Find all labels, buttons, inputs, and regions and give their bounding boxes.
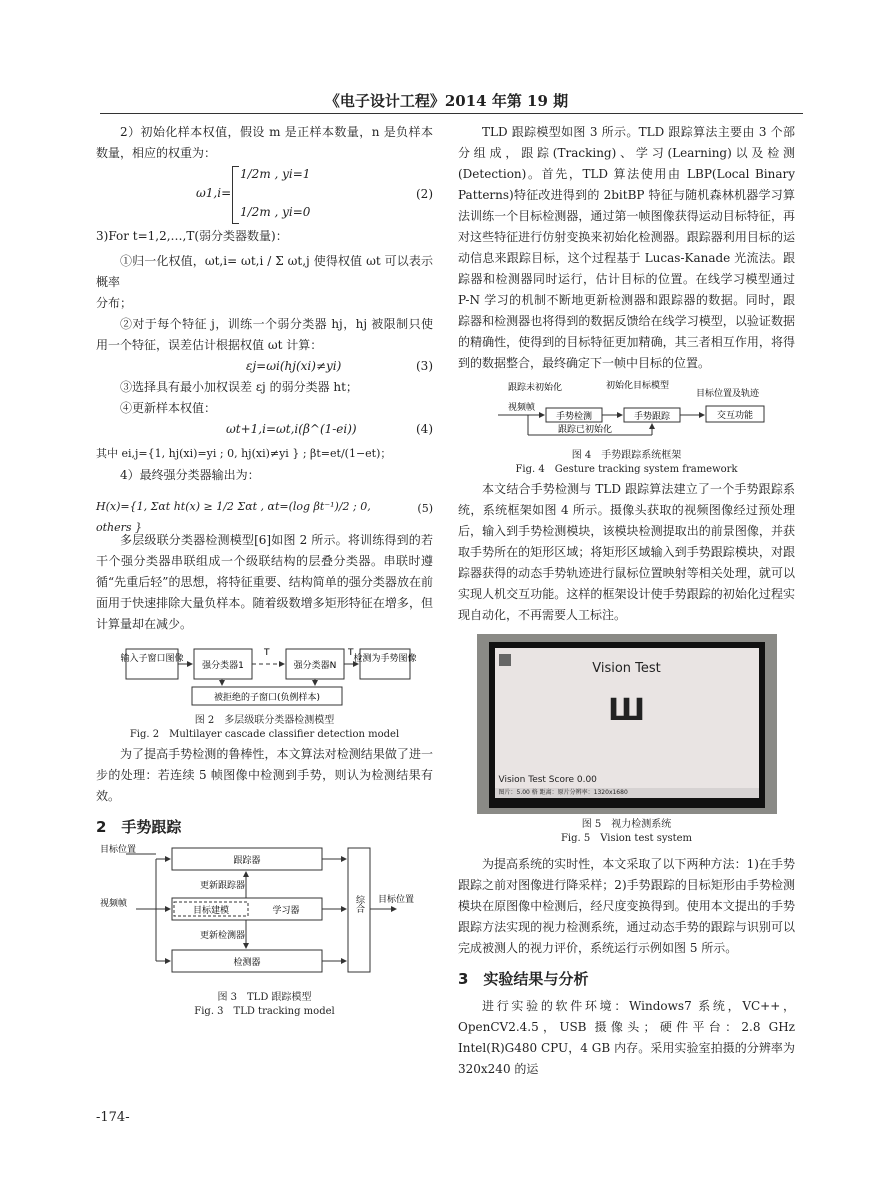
figure-4-caption-cn: 图 4 手势跟踪系统框架 <box>571 450 682 461</box>
fig4-init-model: 初始化目标模型 <box>606 381 670 391</box>
equation-number: (2) <box>416 187 433 201</box>
equation-2 <box>96 164 433 226</box>
paragraph: TLD 跟踪模型如图 3 所示。TLD 跟踪算法主要由 3 个部分组成，跟踪(Tracking)、学习(Learning)以及检测(Detection)。首先，TLD 算法使用由 LBP(Local Binary Patterns)特征改进得到的 2bitBP 特征与随机森林机器学习算法训练一个目标检测器，通过第一帧图像获得运动目标特征，再对这些特征进行仿射变换来初始化检测器。跟踪器利用目标的运动信息来跟踪目标，这个过程基于 Lucas-Kanade 光流法。跟踪器和检测器同时运行，估计目标的位置。在线学习模型通过 P-N 学习的机制不断地更新检测器和跟踪器的数据。同时，跟踪器和检测器也将得到的数据反馈给在线学习模型，以验证数据的精确性，使得到的目标特征更加精确，其三者相互作用，将得到的数据整合，最终确定下一帧中目标的位置。 <box>458 125 795 370</box>
fig4-not-initialized: 跟踪未初始化 <box>508 383 563 393</box>
fig2-classifier-n: 强分类器N <box>293 661 337 671</box>
paragraph: 4）最终强分类器输出为： <box>120 468 260 482</box>
figure-5-caption-cn: 图 5 视力检测系统 <box>581 819 672 830</box>
brace <box>232 166 239 224</box>
equation-3: εj=ωi(hj(xi)≠yi) (3) <box>96 356 433 377</box>
paragraph: 3)For t=1,2,…,T(弱分类器数量)： <box>96 229 288 243</box>
paragraph: 为提高系统的实时性，本文采取了以下两种方法：1)在手势跟踪之前对图像进行降采样；2)手势跟踪的目标矩形由手势检测模块在原图像中检测后，经尺度变换得到。使用本文提出的手势跟踪方法实现的视力检测系统，通过动态手势的跟踪与识别可以完成被测人的视力评价，系统运行示例如图 5 所示。 <box>458 857 795 955</box>
vision-test-photo <box>477 634 777 814</box>
status-bar: 图片：5.00 格 距离：原片分辨率：1320x1680 <box>495 788 759 798</box>
fig4-initialized: 跟踪已初始化 <box>558 425 613 435</box>
equation-2-body: 1/2m , yi=1 ω1,i= 1/2m , yi=0 <box>196 167 311 219</box>
figure-4-caption-en: Fig. 4 Gesture tracking system framework <box>515 464 738 475</box>
figure-5 <box>458 634 795 846</box>
fig4-gesture-detection: 手势检测 <box>555 412 593 422</box>
paragraph: 本文结合手势检测与 TLD 跟踪算法建立了一个手势跟踪系统，系统框架如图 4 所示。摄像头获取的视频图像经过预处理后，输入到手势检测模块，该模块检测提取出的前景图像，并获取手势所在的矩形区域；将矩形区域输入到手势跟踪模块，对跟踪器获得的动态手势轨迹进行鼠标位置映射等相关处理，就可以实现人机交互功能。这样的框架设计使手势跟踪的初始化过程实现自动化，不再需要人工标注。 <box>458 482 795 622</box>
monitor-screen <box>495 648 759 798</box>
fig4-target-trajectory: 目标位置及轨迹 <box>696 389 760 399</box>
right-column <box>458 122 795 1080</box>
screen-title: Vision Test <box>592 661 661 676</box>
paragraph: 2）初始化样本权值，假设 m 是正样本数量，n 是负样本数量，相应的权重为： <box>96 125 433 160</box>
fig3-detector: 检测器 <box>233 958 261 968</box>
gesture-system-diagram <box>458 380 795 442</box>
fig3-update-detector: 更新检测器 <box>200 931 246 941</box>
score-text: Vision Test Score 0.00 <box>498 775 597 785</box>
monitor-bezel <box>489 642 765 808</box>
fig2-reject-label: 被拒绝的子窗口(负例样本) <box>213 693 321 703</box>
paragraph: 其中 ei,j={1, hj(xi)=yi ; 0, hj(xi)≠yi } ; βt=et/(1−et)； <box>96 447 392 460</box>
fig3-target-position: 目标位置 <box>100 845 137 855</box>
fig4-video-frame: 视频帧 <box>508 403 536 413</box>
section-heading: 3 实验结果与分析 <box>458 970 589 988</box>
header-rule <box>100 113 803 114</box>
paragraph: ③选择具有最小加权误差 εj 的弱分类器 ht； <box>120 380 358 394</box>
paragraph: ②对于每个特征 j，训练一个弱分类器 hj，hj 被限制只使用一个特征，误差估计根据权值 ωt 计算： <box>96 317 433 352</box>
paragraph: 多层级联分类器检测模型[6]如图 2 所示。将训练得到的若干个强分类器串联组成一个级联结构的层叠分类器。串联时遵循“先重后轻”的思想，将特征重要、结构简单的强分类器放在前面用于快速排除大量负样本。随着级数增多矩形特征在增多，但计算量却在减少。 <box>96 533 433 631</box>
page-number: -174- <box>96 1110 130 1125</box>
paragraph: 分布； <box>96 296 133 310</box>
figure-3-caption-cn: 图 3 TLD 跟踪模型 <box>217 992 312 1003</box>
figure-2-caption-en: Fig. 2 Multilayer cascade classifier detection model <box>129 729 400 740</box>
paragraph: ①归一化权值，ωt,i= ωt,i / Σ ωt,j 使得权值 ωt 可以表示概率 <box>96 254 433 289</box>
fig2-true-mark: T <box>348 648 354 658</box>
cascade-diagram <box>96 641 433 707</box>
running-header: 《电子设计工程》2014 年第 19 期 <box>324 92 569 110</box>
section-heading: 2 手势跟踪 <box>96 818 182 836</box>
figure-3 <box>96 844 433 1019</box>
fig3-target-model: 目标建模 <box>192 906 230 916</box>
equation-4: ωt+1,i=ωt,i(β^(1-ei)) (4) <box>96 419 433 443</box>
fig4-interaction: 交互功能 <box>716 411 754 421</box>
fig3-video-frame: 视频帧 <box>100 899 128 909</box>
left-column <box>96 122 433 1021</box>
figure-2-caption-cn: 图 2 多层级联分类器检测模型 <box>194 715 335 726</box>
fig3-update-tracker: 更新跟踪器 <box>200 881 246 891</box>
fig2-input-label: 输入子窗口图像 <box>120 654 184 664</box>
equation-number: (4) <box>416 422 433 436</box>
figure-5-caption-en: Fig. 5 Vision test system <box>560 833 693 844</box>
equation-number: (3) <box>416 359 433 373</box>
paragraph: 进行实验的软件环境：Windows7 系统，VC++，OpenCV2.4.5，USB 摄像头；硬件平台：2.8 GHz Intel(R)G480 CPU，4 GB 内存。采用实验室拍摄的分辨率为 320x240 的运 <box>458 999 795 1076</box>
tld-diagram <box>96 844 433 984</box>
equation-number: (5) <box>417 502 433 515</box>
figure-3-caption-en: Fig. 3 TLD tracking model <box>194 1006 335 1017</box>
paragraph: 为了提高手势检测的鲁棒性，本文算法对检测结果做了进一步的处理：若连续 5 帧图像中检测到手势，则认为检测结果有效。 <box>96 747 433 803</box>
fig4-gesture-tracking: 手势跟踪 <box>633 412 671 422</box>
fig3-output-position: 目标位置 <box>378 895 415 905</box>
fig2-classifier-1: 强分类器1 <box>202 661 244 671</box>
fig3-learner: 学习器 <box>272 906 300 916</box>
figure-4 <box>458 380 795 477</box>
fig2-output-label: 检测为手势图像 <box>353 654 417 664</box>
optotype-glyph: Ш <box>607 693 646 728</box>
fig2-true-mark: T <box>264 648 270 658</box>
fig3-tracker: 跟踪器 <box>233 856 261 866</box>
equation-5: H(x)={1, Σαt ht(x) ≥ 1/2 Σαt , αt=(log βt⁻¹)/2 ; 0, others } (5) <box>96 500 433 534</box>
paragraph: ④更新样本权值： <box>120 401 217 415</box>
fig3-fusion: 综合 <box>354 895 364 913</box>
figure-2 <box>96 641 433 742</box>
